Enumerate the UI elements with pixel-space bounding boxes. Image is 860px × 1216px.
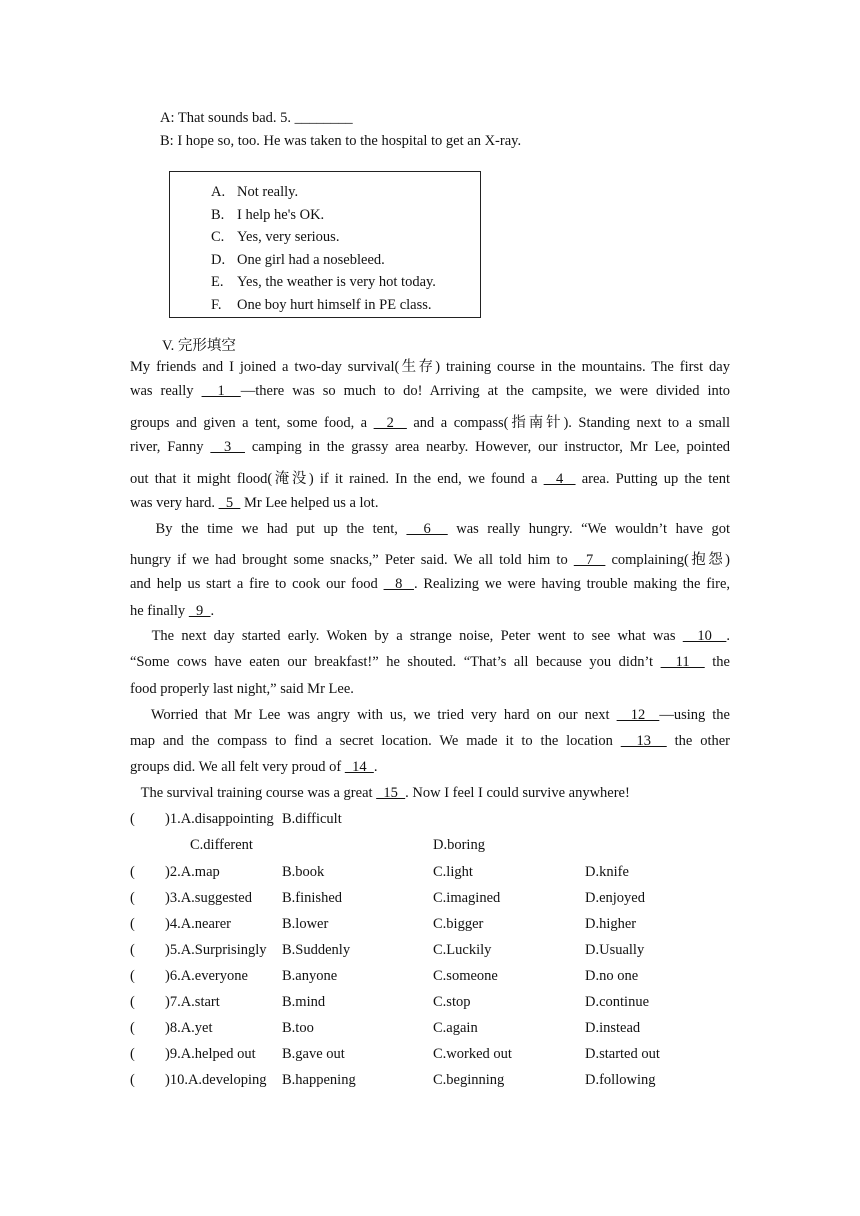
blank-8: 8 <box>383 576 414 592</box>
blank-5: 5 <box>218 495 241 511</box>
passage-line: The next day started early. Woken by a strange noise, Peter went to see what was 10 . <box>130 628 730 644</box>
passage-line: map and the compass to find a secret location. We made it to the location 13 the other <box>130 733 730 749</box>
passage-line: Worried that Mr Lee was angry with us, we tried very hard on our next 12 —using the <box>130 707 730 723</box>
option-a: A. Not really. <box>211 184 299 200</box>
blank-1: 1 <box>201 383 241 399</box>
passage-line: My friends and I joined a two-day survival(生存) training course in the mountains. The first day <box>130 359 730 375</box>
passage-line: “Some cows have eaten our breakfast!” he shouted. “That’s all because you didn’t 11 the <box>130 654 730 670</box>
passage-line: was really 1 —there was so much to do! Arriving at the campsite, we were divided into <box>130 383 730 399</box>
blank-4: 4 <box>543 471 576 487</box>
question-row: ( )3.A.suggested B.finished C.imagined D.enjoyed <box>130 890 645 906</box>
passage-line: hungry if we had brought some snacks,” Peter said. We all told him to 7 complaining(抱怨) <box>130 552 730 568</box>
question-row: ( )6.A.everyone B.anyone C.someone D.no one <box>130 968 639 984</box>
dialog-line-a: A: That sounds bad. 5. ________ <box>160 110 353 126</box>
blank-13: 13 <box>620 733 667 749</box>
option-e: E. Yes, the weather is very hot today. <box>211 274 436 290</box>
question-row: ( )8.A.yet B.too C.again D.instead <box>130 1020 641 1036</box>
passage-line: groups did. We all felt very proud of 14 . <box>130 759 378 775</box>
passage-line: groups and given a tent, some food, a 2 and a compass(指南针). Standing next to a small <box>130 415 731 431</box>
passage-line: river, Fanny 3 camping in the grassy area nearby. However, our instructor, Mr Lee, pointed <box>130 439 731 455</box>
blank-2: 2 <box>373 415 407 431</box>
blank-11: 11 <box>660 654 705 670</box>
blank-10: 10 <box>682 628 727 644</box>
blank-6: 6 <box>406 521 448 537</box>
option-d: D. One girl had a nosebleed. <box>211 252 385 268</box>
blank-15: 15 <box>376 785 406 801</box>
question-row: ( )4.A.nearer B.lower C.bigger D.higher <box>130 916 637 932</box>
question-row: ( )1.A.disappointing B.difficult <box>130 811 342 827</box>
passage-line: out that it might flood(淹没) if it rained. In the end, we found a 4 area. Putting up the tent <box>130 471 730 487</box>
question-row: ( )2.A.map B.book C.light D.knife <box>130 864 629 880</box>
dialog-line-b: B: I hope so, too. He was taken to the hospital to get an X-ray. <box>160 133 522 149</box>
blank-9: 9 <box>188 603 211 619</box>
question-row: ( )9.A.helped out B.gave out C.worked out D.started out <box>130 1046 660 1062</box>
question-row: ( )7.A.start B.mind C.stop D.continue <box>130 994 650 1010</box>
option-f: F. One boy hurt himself in PE class. <box>211 297 432 313</box>
section-title: V. 完形填空 <box>162 338 236 354</box>
passage-line: he finally 9 . <box>130 603 215 619</box>
passage-line: was very hard. 5 Mr Lee helped us a lot. <box>130 495 379 511</box>
passage-line: By the time we had put up the tent, 6 was really hungry. “We wouldn’t have got <box>130 521 730 537</box>
option-c: C. Yes, very serious. <box>211 229 340 245</box>
passage-line: The survival training course was a great 15 . Now I feel I could survive anywhere! <box>130 785 630 801</box>
question-row: ( )5.A.Surprisingly B.Suddenly C.Luckily D.Usually <box>130 942 645 958</box>
passage-line: food properly last night,” said Mr Lee. <box>130 681 354 697</box>
passage-line: and help us start a fire to cook our food 8 . Realizing we were having trouble making the fire, <box>130 576 731 592</box>
question-row: ( )10.A.developing B.happening C.beginning D.following <box>130 1072 656 1088</box>
options-box <box>169 171 481 318</box>
blank-7: 7 <box>573 552 606 568</box>
option-b: B. I help he's OK. <box>211 207 325 223</box>
blank-14: 14 <box>344 759 374 775</box>
blank-3: 3 <box>210 439 245 455</box>
blank-12: 12 <box>616 707 660 723</box>
question-row: C.different D.boring <box>190 837 485 853</box>
